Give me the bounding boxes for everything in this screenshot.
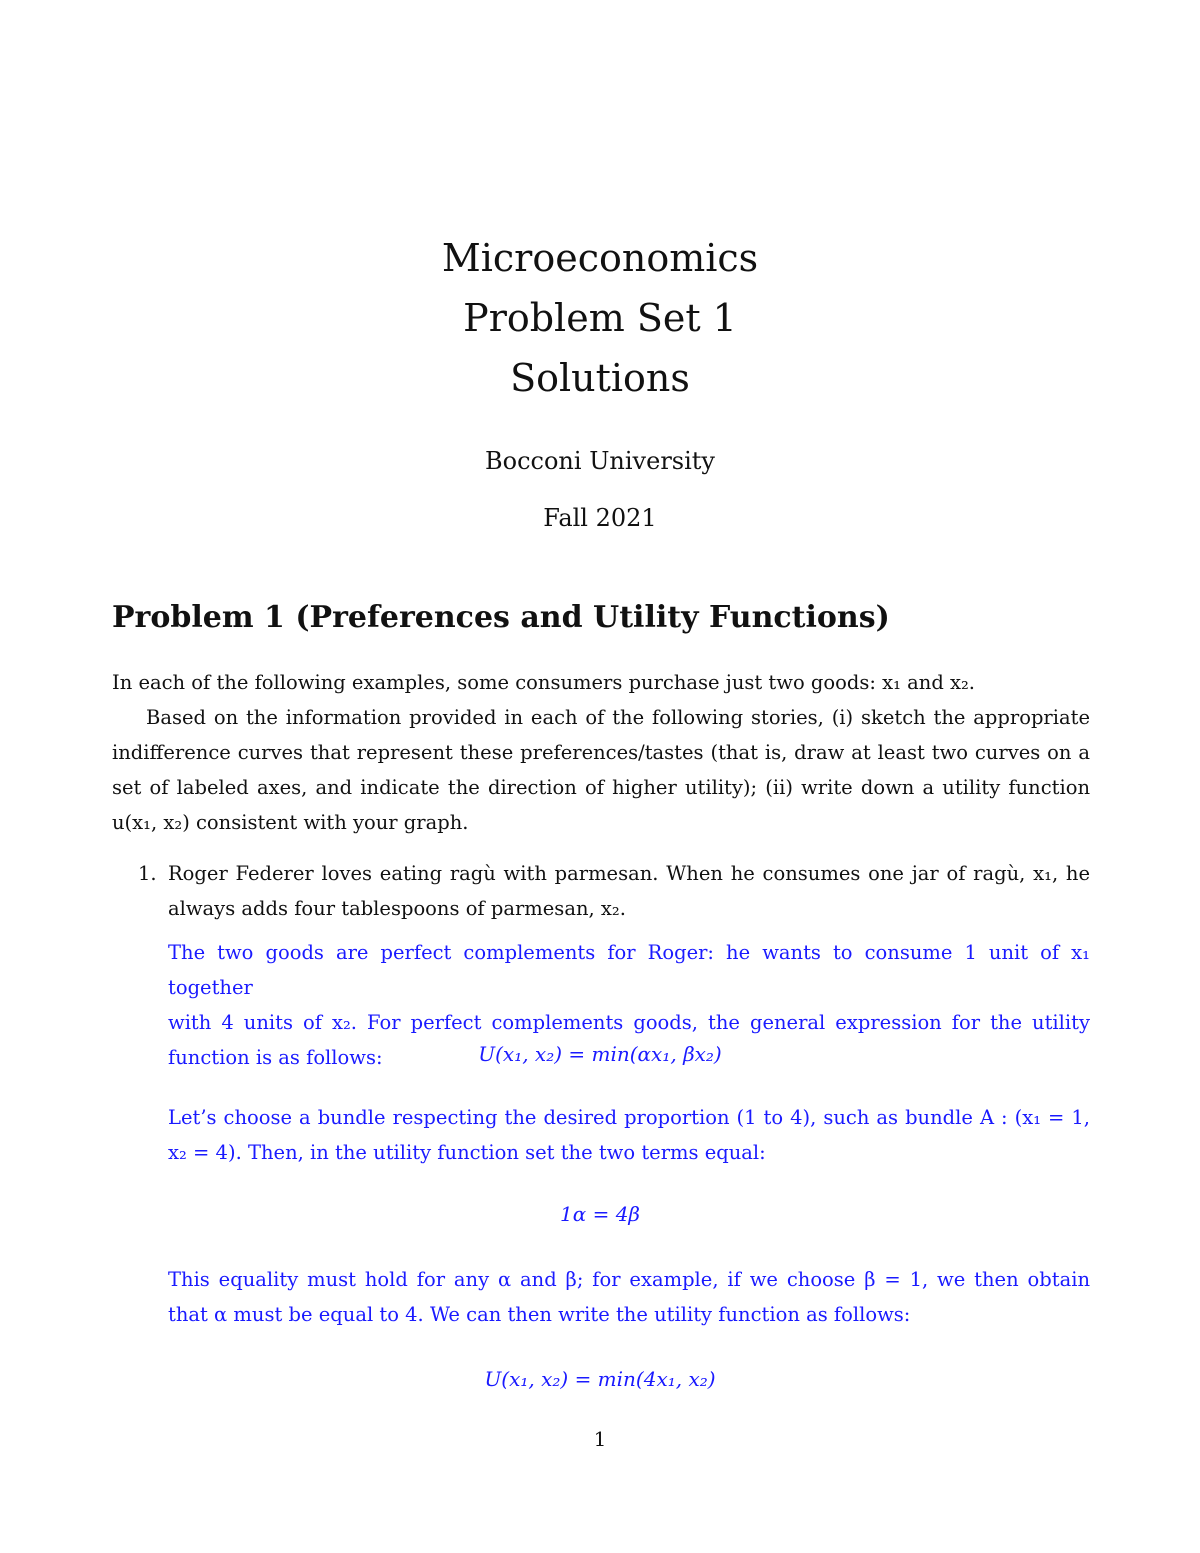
instructions-line-4: u(x₁, x₂) consistent with your graph.: [112, 811, 469, 834]
item-1-line-1: Roger Federer loves eating ragù with parmesan. When he consumes one jar of ragù, x₁, he: [168, 862, 1090, 885]
instructions-paragraph: [112, 700, 1090, 840]
title-microeconomics: Microeconomics: [441, 236, 759, 280]
item-1-number: 1.: [138, 862, 157, 885]
equation-final-utility: U(x₁, x₂) = min(4x₁, x₂): [484, 1367, 716, 1391]
solution-line-3: function is as follows:: [168, 1046, 383, 1069]
solution-line-2: with 4 units of x₂. For perfect complements goods, the general expression for the utility: [168, 1011, 1090, 1034]
problem-heading: Problem 1 (Preferences and Utility Functions): [112, 600, 890, 635]
solution-line-4: Let’s choose a bundle respecting the desired proportion (1 to 4), such as bundle A : (x₁ = 1,: [168, 1106, 1090, 1129]
title-problem-set: Problem Set 1: [463, 296, 737, 340]
title-solutions: Solutions: [510, 356, 690, 400]
intro-line: In each of the following examples, some consumers purchase just two goods: x₁ and x₂.: [112, 671, 976, 694]
intro-paragraph: [112, 665, 1092, 700]
solution-part-3: [168, 1262, 1090, 1332]
solution-line-7: that α must be equal to 4. We can then write the utility function as follows:: [168, 1303, 911, 1326]
solution-part-2: [168, 1100, 1090, 1170]
solution-line-6: This equality must hold for any α and β; for example, if we choose β = 1, we then obtain: [168, 1268, 1090, 1291]
instructions-line-1: Based on the information provided in each of the following stories, (i) sketch the appropriate: [146, 706, 1090, 729]
instructions-line-3: set of labeled axes, and indicate the direction of higher utility); (ii) write down a utility function: [112, 776, 1090, 799]
solution-line-1: The two goods are perfect complements for Roger: he wants to consume 1 unit of x₁ together: [168, 941, 1090, 999]
solution-line-5: x₂ = 4). Then, in the utility function set the two terms equal:: [168, 1141, 766, 1164]
item-1-line-2: always adds four tablespoons of parmesan, x₂.: [168, 897, 626, 920]
page-number: 1: [593, 1427, 607, 1451]
term: Fall 2021: [543, 504, 657, 532]
institution: Bocconi University: [485, 447, 715, 475]
equation-proportion: 1α = 4β: [560, 1202, 640, 1226]
instructions-line-2: indifference curves that represent these preferences/tastes (that is, draw at least two curves on a: [112, 741, 1090, 764]
item-1-text: [168, 856, 1090, 926]
equation-general-utility: U(x₁, x₂) = min(αx₁, βx₂): [478, 1042, 722, 1066]
